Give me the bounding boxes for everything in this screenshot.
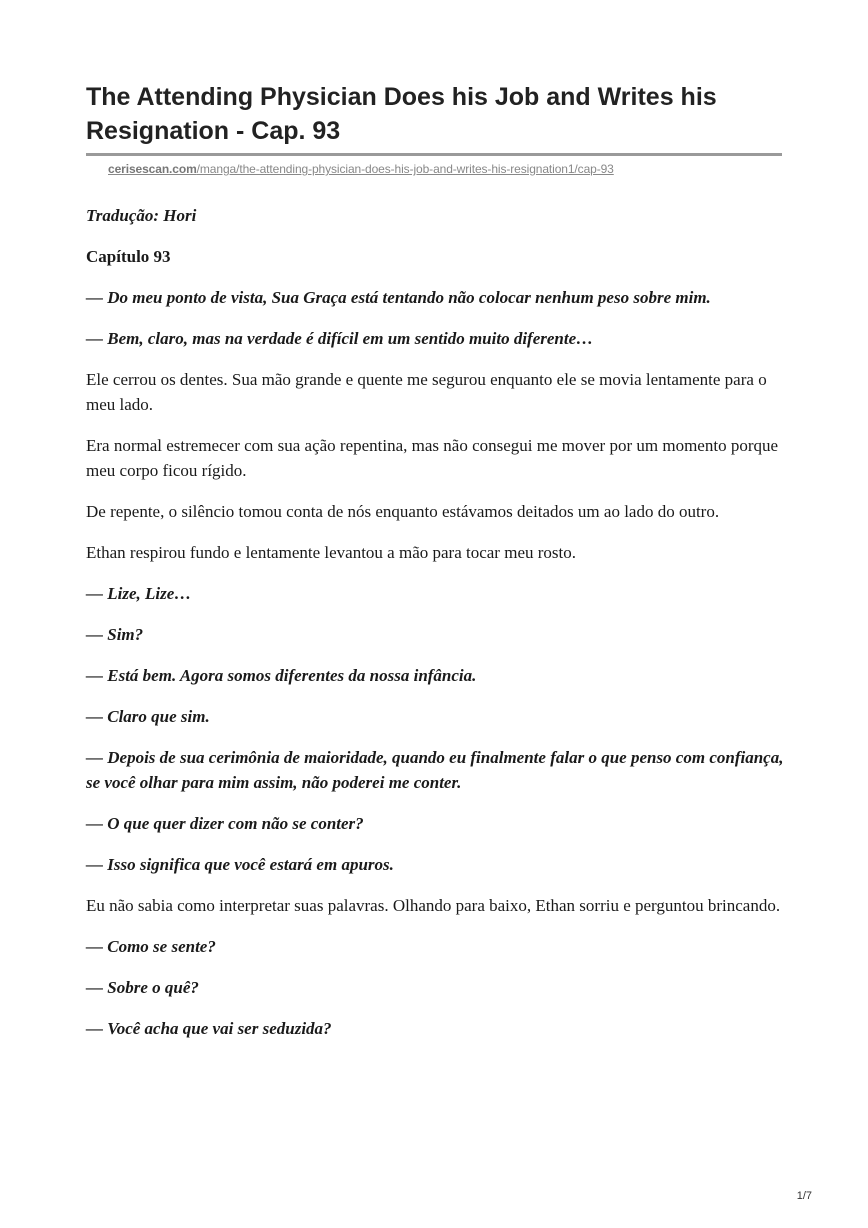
paragraph: — O que quer dizer com não se conter?: [86, 814, 364, 833]
paragraph: Ele cerrou os dentes. Sua mão grande e quente me segurou enquanto ele se movia lentamente para o meu lado.: [86, 370, 767, 414]
paragraph: — Sobre o quê?: [86, 978, 199, 997]
source-url-link[interactable]: [108, 161, 614, 177]
paragraph: — Como se sente?: [86, 937, 216, 956]
paragraph: — Lize, Lize…: [86, 584, 192, 603]
paragraph: — Do meu ponto de vista, Sua Graça está tentando não colocar nenhum peso sobre mim.: [86, 288, 711, 307]
paragraph: — Claro que sim.: [86, 707, 210, 726]
source-path: /manga/the-attending-physician-does-his-job-and-writes-his-resignation1/cap-93: [196, 162, 614, 176]
paragraph: — Está bem. Agora somos diferentes da nossa infância.: [86, 666, 477, 685]
paragraph: Tradução: Hori: [86, 206, 197, 225]
source-domain: cerisescan.com: [108, 162, 197, 176]
page-title: The Attending Physician Does his Job and Writes his Resignation - Cap. 93: [86, 83, 717, 145]
paragraph: — Bem, claro, mas na verdade é difícil em um sentido muito diferente…: [86, 329, 594, 348]
page-number: 1/7: [796, 1190, 812, 1202]
title-divider: [86, 153, 782, 156]
paragraph: Era normal estremecer com sua ação repentina, mas não consegui me mover por um momento porque meu corpo ficou rígido.: [86, 436, 779, 480]
paragraph: — Você acha que vai ser seduzida?: [86, 1019, 332, 1038]
paragraph: Ethan respirou fundo e lentamente levantou a mão para tocar meu rosto.: [86, 543, 576, 562]
paragraph: Capítulo 93: [86, 247, 171, 266]
paragraph: — Depois de sua cerimônia de maioridade, quando eu finalmente falar o que penso com confiança, se você olhar para mim assim, não poderei me conter.: [86, 748, 784, 792]
chapter-text: [86, 203, 786, 1057]
paragraph: De repente, o silêncio tomou conta de nós enquanto estávamos deitados um ao lado do outro.: [86, 502, 720, 521]
paragraph: Eu não sabia como interpretar suas palavras. Olhando para baixo, Ethan sorriu e perguntou brincando.: [86, 896, 781, 915]
paragraph: — Isso significa que você estará em apuros.: [86, 855, 394, 874]
paragraph: — Sim?: [86, 625, 144, 644]
